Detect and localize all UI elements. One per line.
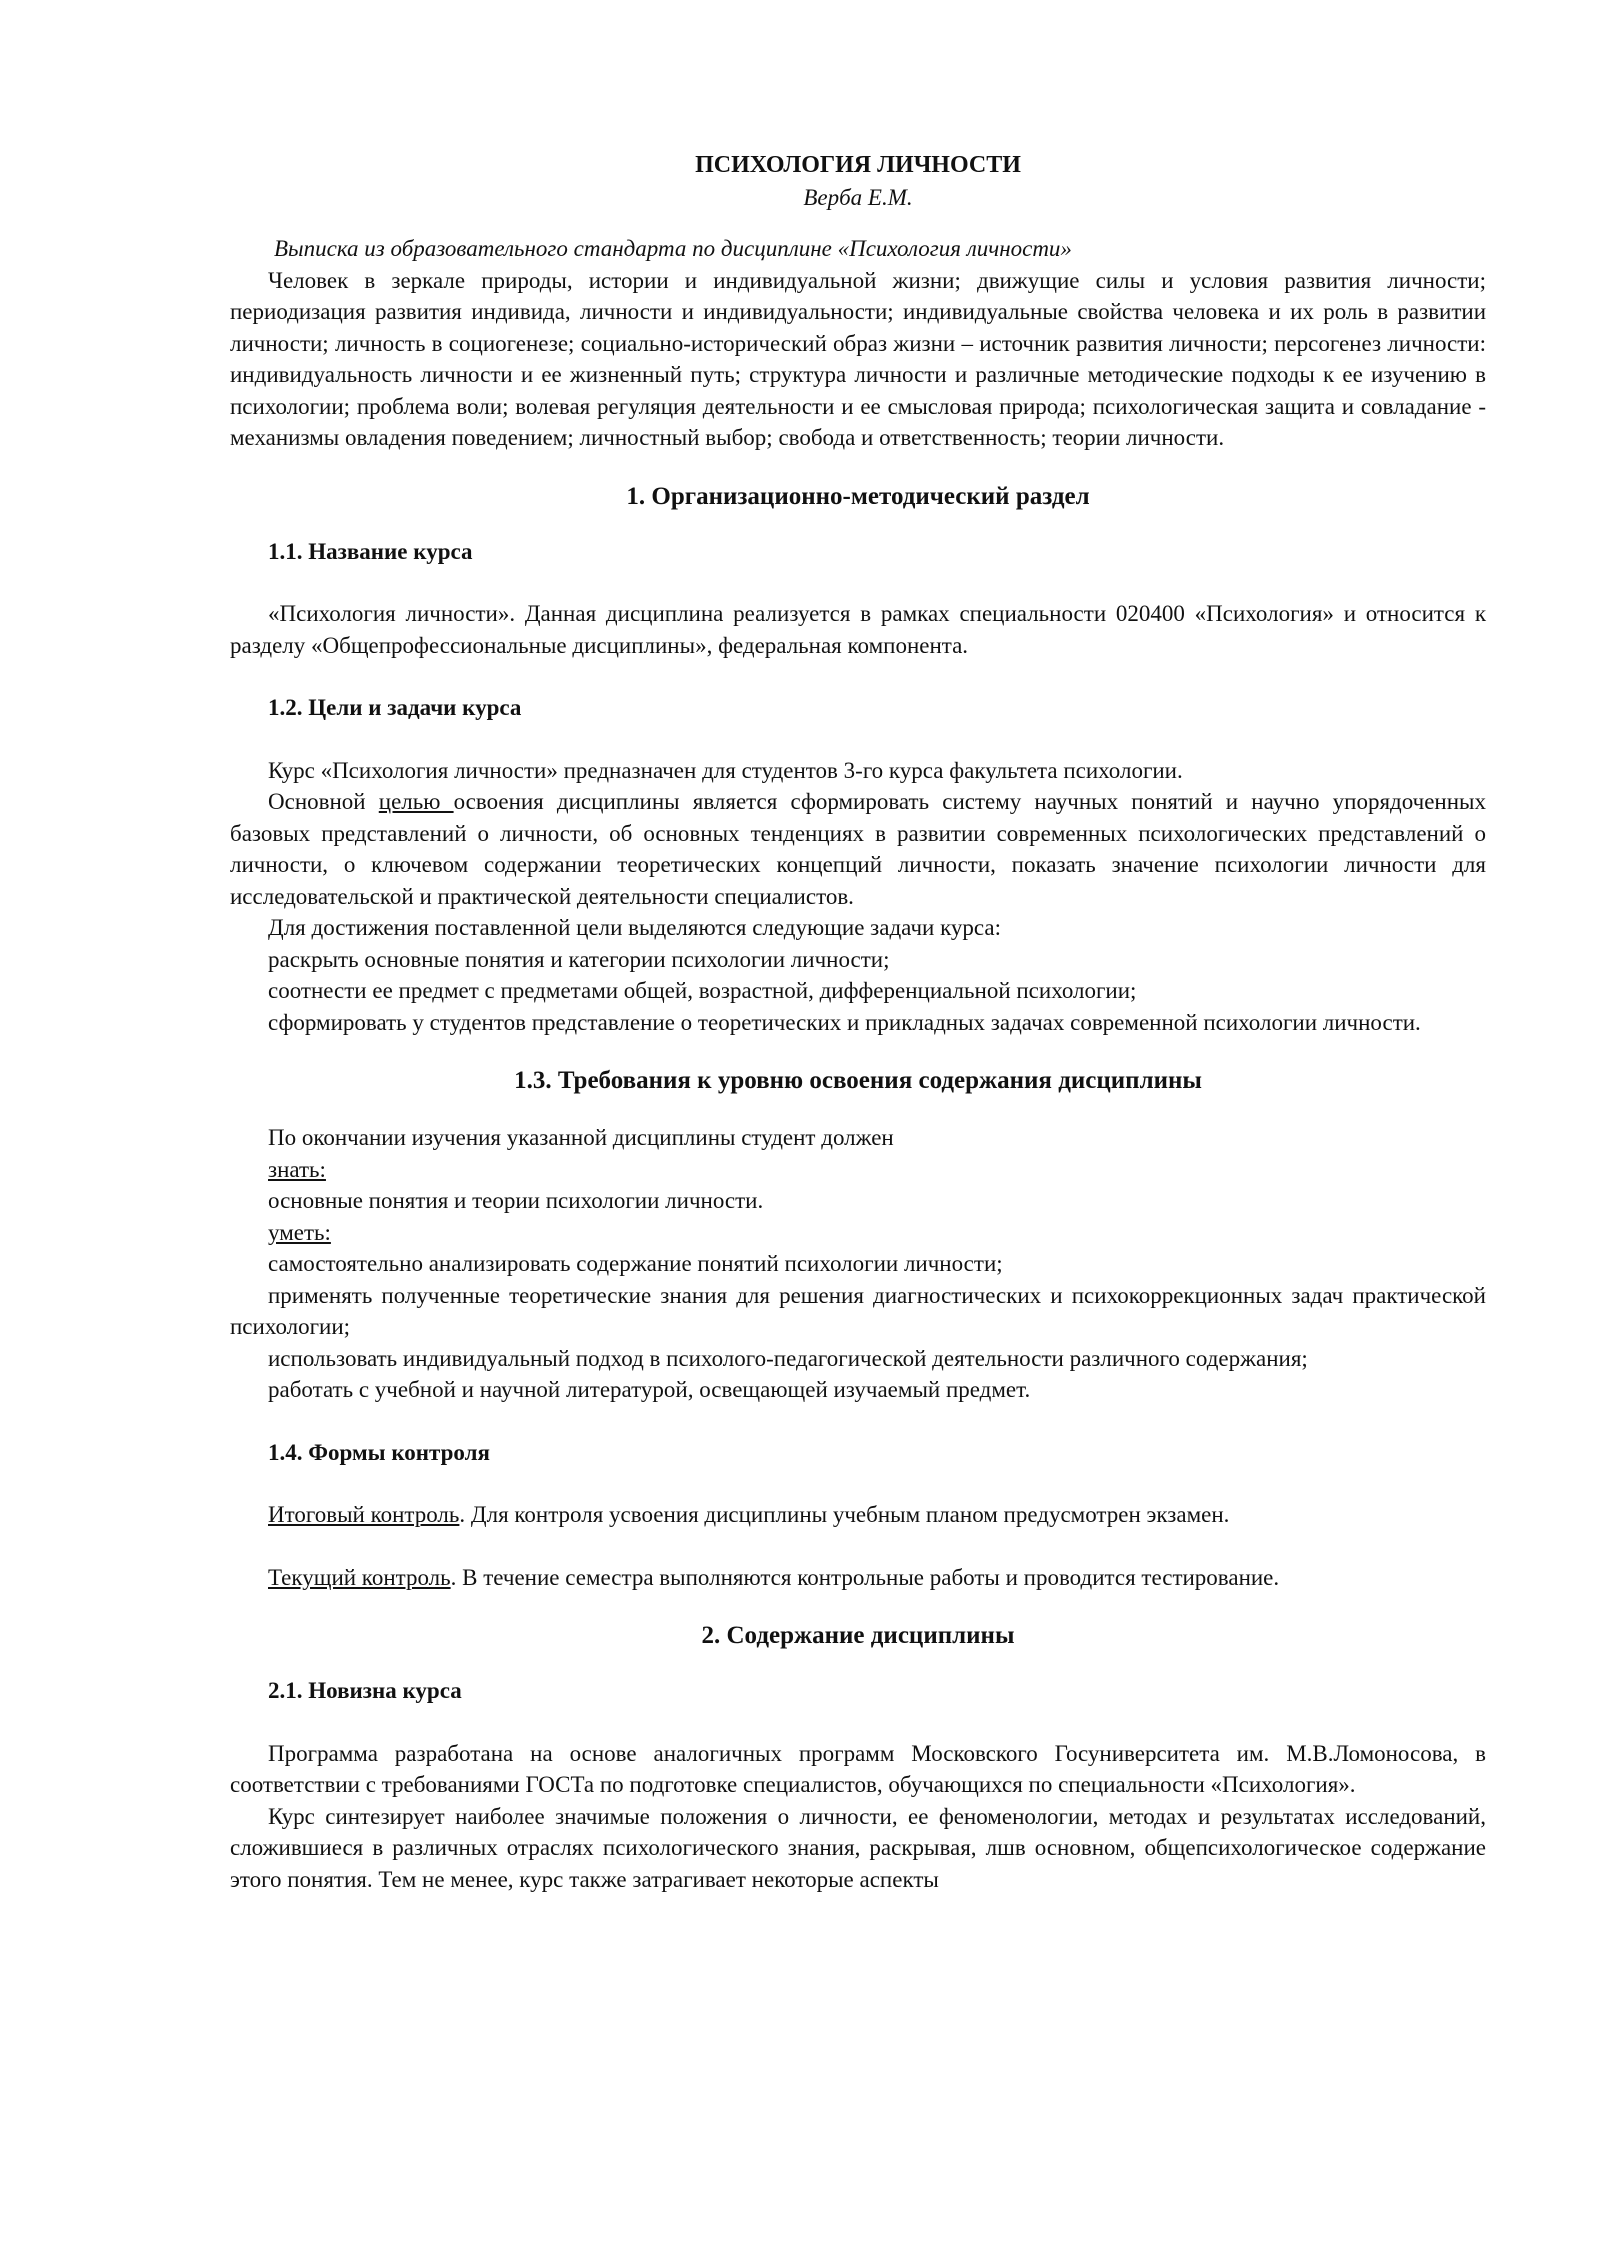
final-control bbox=[230, 1499, 1486, 1531]
section-1-2-intro: Курс «Психология личности» предназначен для студентов 3-го курса факультета психологии. bbox=[268, 757, 1183, 783]
section-2-heading: 2. Содержание дисциплины bbox=[701, 1622, 1015, 1649]
task-item: соотнести ее предмет с предметами общей, возрастной, дифференциальной психологии; bbox=[268, 978, 1137, 1003]
can-item: самостоятельно анализировать содержание понятий психологии личности; bbox=[268, 1251, 1003, 1276]
author: Верба Е.М. bbox=[803, 184, 913, 210]
can-item: работать с учебной и научной литературой, освещающей изучаемый предмет. bbox=[268, 1377, 1031, 1402]
can-item: использовать индивидуальный подход в психолого-педагогической деятельности различного содержания; bbox=[268, 1345, 1308, 1371]
section-1-1-heading: 1.1. Название курса bbox=[268, 538, 473, 564]
section-1-4-heading: 1.4. Формы контроля bbox=[268, 1439, 490, 1465]
section-1-2-goal bbox=[230, 786, 1486, 912]
section-2-1-p1: Программа разработана на основе аналогичных программ Московского Госуниверситета им. М.В.Ломоносова, в соответствии с требованиями ГОСТа по подготовке специалистов, обучающихся по специальности «Психология». bbox=[230, 1740, 1486, 1797]
goal-text: освоения дисциплины является сформировать систему научных понятий и научно упорядоченных базовых представлений о личности, об основных тенденциях в развитии современных психологических представлений о личности, о ключевом содержании теоретических концепций личности, показать значение психологии личности для исследовательской и практической деятельности специалистов. bbox=[230, 789, 1486, 909]
document-title: ПСИХОЛОГИЯ ЛИЧНОСТИ bbox=[695, 152, 1021, 178]
know-label: знать: bbox=[268, 1156, 326, 1182]
final-control-label: Итоговый контроль bbox=[268, 1502, 460, 1527]
current-control bbox=[230, 1562, 1486, 1594]
can-item: применять полученные теоретические знания для решения диагностических и психокоррекционных задач практической психологии; bbox=[230, 1282, 1486, 1339]
task-item: сформировать у студентов представление о теоретических и прикладных задачах современной психологии личности. bbox=[268, 1009, 1421, 1035]
know-item: основные понятия и теории психологии личности. bbox=[268, 1188, 764, 1213]
document-page bbox=[230, 150, 1486, 1895]
extract-title: Выписка из образовательного стандарта по дисциплине «Психология личности» bbox=[274, 236, 1072, 261]
section-1-heading: 1. Организационно-методический раздел bbox=[626, 482, 1090, 510]
section-2-1-p2: Курс синтезирует наиболее значимые положения о личности, ее феноменологии, методах и результатах исследований, сложившиеся в различных отраслях психологического знания, раскрывая, лшв основном, общепсихологическое содержание этого понятия. Тем не менее, курс также затрагивает некоторые аспекты bbox=[230, 1803, 1486, 1892]
extract-text: Человек в зеркале природы, истории и индивидуальной жизни; движущие силы и условия развития личности; периодизация развития индивида, личности и индивидуальности; индивидуальные свойства человека и их роль в развитии личности; личность в социогенезе; социально-исторический образ жизни – источник развития личности; персогенез личности: индивидуальность личности и ее жизненный путь; структура личности и различные методические подходы к ее изучению в психологии; проблема воли; волевая регуляция деятельности и ее смысловая природа; психологическая защита и совладание - механизмы овладения поведением; личностный выбор; свобода и ответственность; теории личности. bbox=[230, 267, 1486, 450]
can-label: уметь: bbox=[268, 1219, 331, 1245]
section-1-2-heading: 1.2. Цели и задачи курса bbox=[268, 695, 522, 720]
goal-word: целью bbox=[378, 789, 454, 814]
section-1-3-heading: 1.3. Требования к уровню освоения содержания дисциплины bbox=[514, 1067, 1202, 1094]
current-control-label: Текущий контроль bbox=[268, 1564, 451, 1590]
section-2-1-heading: 2.1. Новизна курса bbox=[268, 1678, 462, 1703]
current-control-text: . В течение семестра выполняются контрольные работы и проводится тестирование. bbox=[450, 1564, 1280, 1590]
section-1-1-text: «Психология личности». Данная дисциплина реализуется в рамках специальности 020400 «Психология» и относится к разделу «Общепрофессиональные дисциплины», федеральная компонента. bbox=[230, 601, 1486, 658]
task-item: раскрыть основные понятия и категории психологии личности; bbox=[268, 946, 890, 972]
goal-prefix: Основной bbox=[268, 789, 379, 814]
requirements-intro: По окончании изучения указанной дисциплины студент должен bbox=[268, 1125, 894, 1150]
final-control-text: . Для контроля усвоения дисциплины учебным планом предусмотрен экзамен. bbox=[459, 1502, 1230, 1527]
tasks-intro: Для достижения поставленной цели выделяются следующие задачи курса: bbox=[268, 915, 1002, 940]
